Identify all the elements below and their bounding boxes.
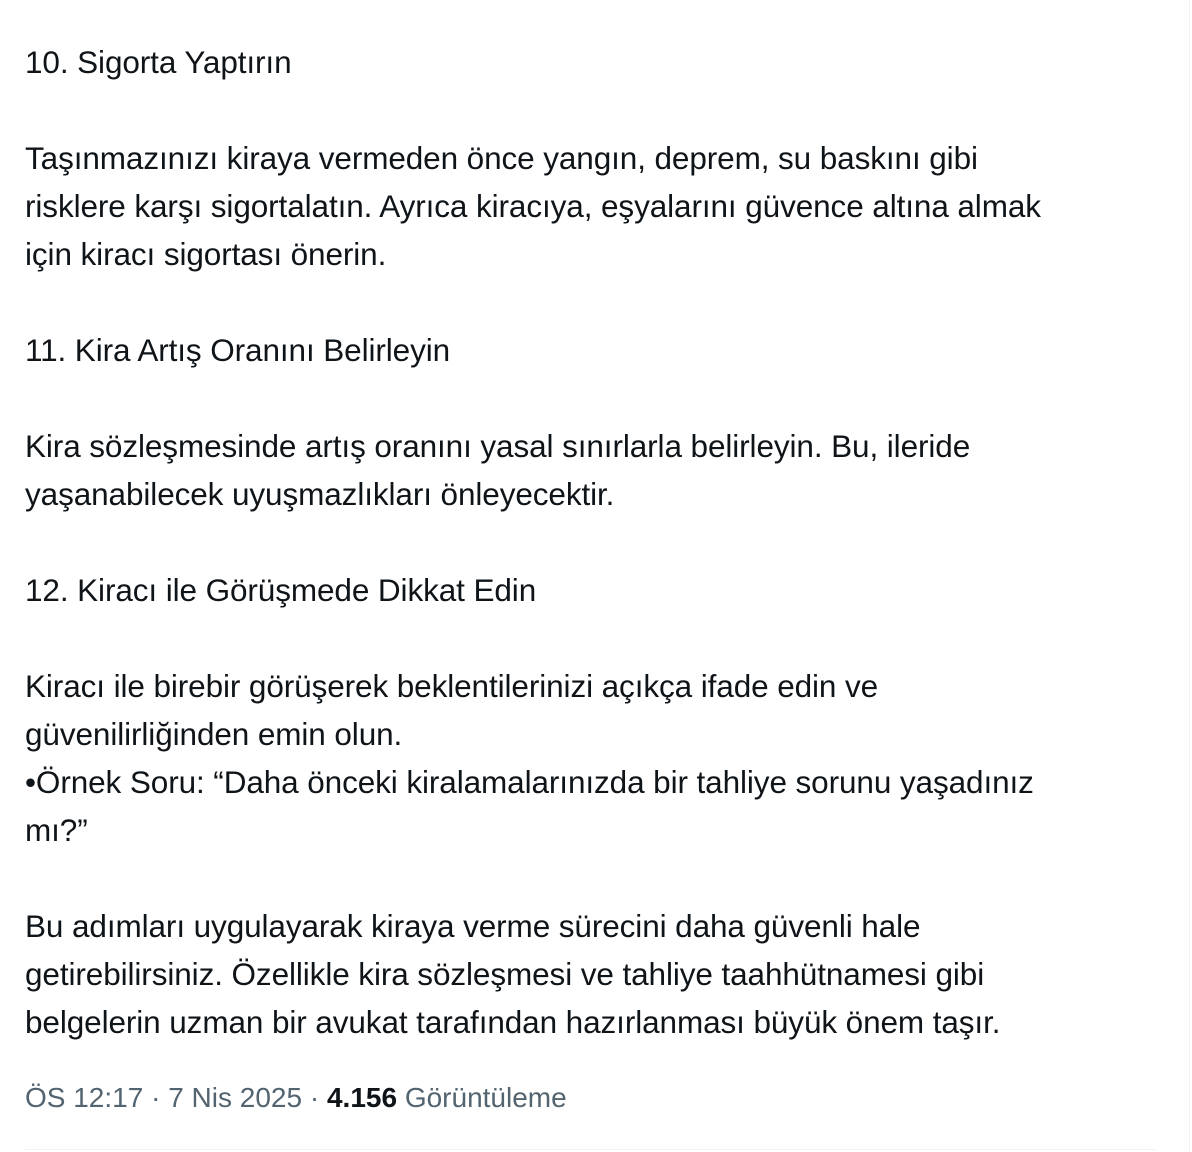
paragraph-tenant-meeting: Kiracı ile birebir görüşerek beklentilerinizi açıkça ifade edin ve güvenilirliğinden emin olun. •Örnek Soru: “Daha önceki kiralamalarınızda bir tahliye sorunu yaşadınız mı?” <box>25 668 1034 848</box>
divider <box>25 1149 1156 1150</box>
timestamp-link[interactable] <box>25 1082 302 1113</box>
views-count: 4.156 <box>326 1082 398 1113</box>
heading-rent-increase: 11. Kira Artış Oranını Belirleyin <box>25 332 451 368</box>
meta-separator: · <box>143 1082 169 1113</box>
heading-insurance: 10. Sigorta Yaptırın <box>25 44 292 80</box>
views-label: Görüntüleme <box>397 1082 567 1113</box>
tweet-text <box>25 38 1160 1046</box>
paragraph-insurance: Taşınmazınızı kiraya vermeden önce yangın, deprem, su baskını gibi risklere karşı sigortalatın. Ayrıca kiracıya, eşyalarını güvence altına almak için kiracı sigortası önerin. <box>25 140 1041 272</box>
tweet-meta <box>25 1078 567 1118</box>
meta-separator: · <box>302 1082 327 1113</box>
heading-tenant-meeting: 12. Kiracı ile Görüşmede Dikkat Edin <box>25 572 537 608</box>
tweet-date: 7 Nis 2025 <box>168 1082 303 1113</box>
column-border <box>1189 0 1190 1152</box>
paragraph-conclusion: Bu adımları uygulayarak kiraya verme sürecini daha güvenli hale getirebilirsiniz. Özellikle kira sözleşmesi ve tahliye taahhütnamesi gibi belgelerin uzman bir avukat tarafından hazırlanması büyük önem taşır. <box>25 908 1001 1040</box>
views-link[interactable] <box>327 1082 567 1113</box>
tweet-time: ÖS 12:17 <box>25 1082 144 1113</box>
paragraph-rent-increase: Kira sözleşmesinde artış oranını yasal sınırlarla belirleyin. Bu, ileride yaşanabilecek uyuşmazlıkları önleyecektir. <box>25 428 971 512</box>
